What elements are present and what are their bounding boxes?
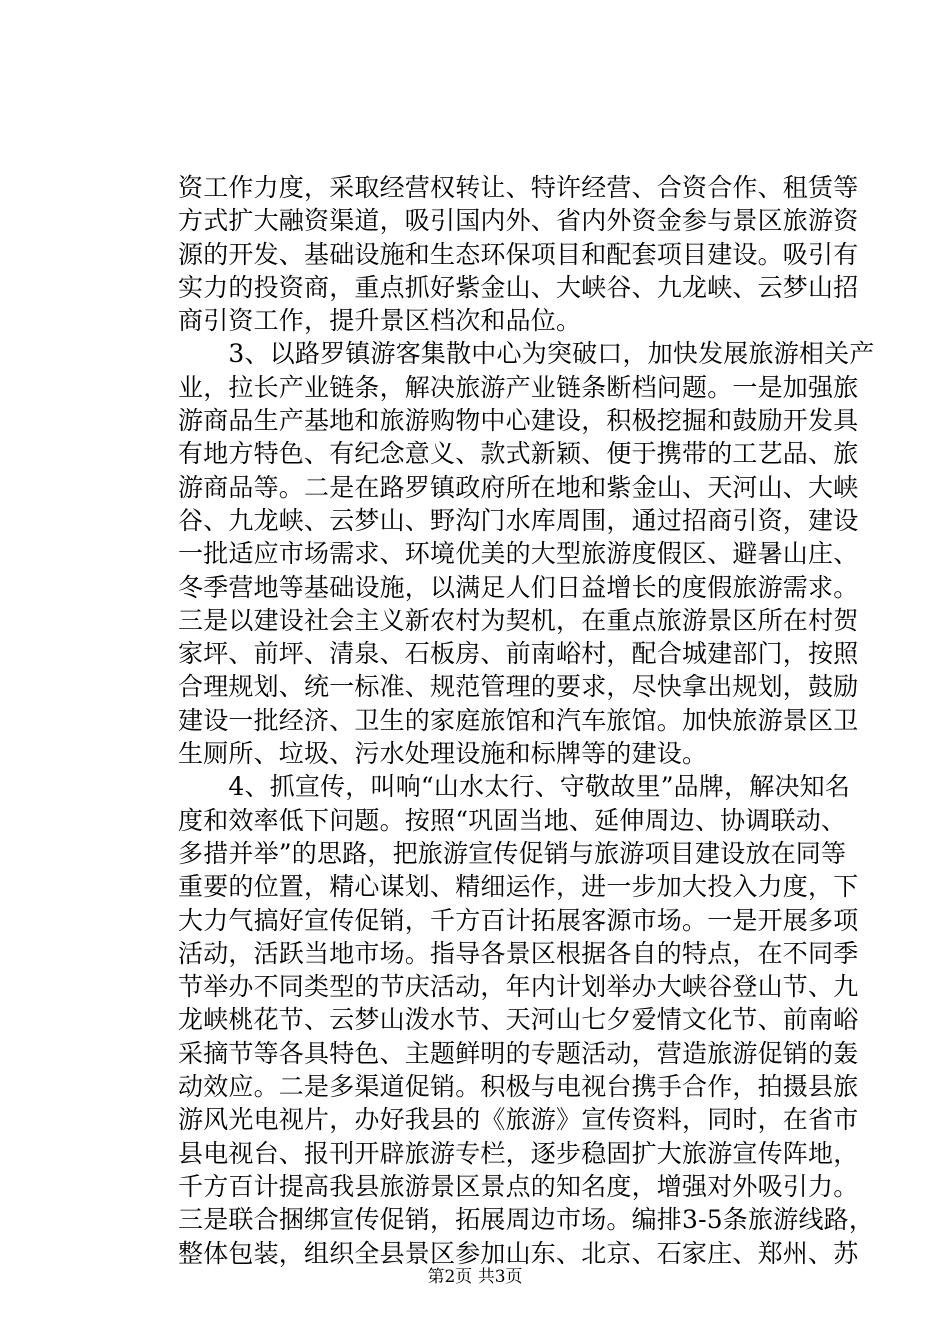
- text-line: 业，拉长产业链条，解决旅游产业链条断档问题。一是加强旅: [178, 372, 859, 402]
- document-body: [178, 171, 875, 1270]
- text-line: 源的开发、基础设施和生态环保项目和配套项目建设。吸引有: [178, 239, 859, 269]
- text-line: 整体包装，组织全县景区参加山东、北京、石家庄、郑州、苏: [178, 1238, 859, 1268]
- text-line: 大力气搞好宣传促销，千方百计拓展客源市场。一是开展多项: [178, 905, 859, 935]
- text-line: 动效应。二是多渠道促销。积极与电视台携手合作，拍摄县旅: [178, 1072, 859, 1102]
- page-footer: 第2页 共3页: [427, 1267, 523, 1287]
- text-line: 度和效率低下问题。按照“巩固当地、延伸周边、协调联动、: [178, 805, 847, 835]
- text-line: 县电视台、报刊开辟旅游专栏，逐步稳固扩大旅游宣传阵地，: [178, 1138, 859, 1168]
- text-line: 一批适应市场需求、环境优美的大型旅游度假区、避暑山庄、: [178, 539, 859, 569]
- text-line: 实力的投资商，重点抓好紫金山、大峡谷、九龙峡、云梦山招: [178, 272, 859, 302]
- text-line: 4、抓宣传，叫响“山水太行、守敬故里”品牌，解决知名: [178, 772, 851, 802]
- text-line: 建设一批经济、卫生的家庭旅馆和汽车旅馆。加快旅游景区卫: [178, 705, 859, 735]
- text-line: 千方百计提高我县旅游景区景点的知名度，增强对外吸引力。: [178, 1171, 859, 1201]
- text-line: 采摘节等各具特色、主题鲜明的专题活动，营造旅游促销的轰: [178, 1038, 859, 1068]
- text-line: 节举办不同类型的节庆活动，年内计划举办大峡谷登山节、九: [178, 972, 859, 1002]
- text-line: 多措并举”的思路，把旅游宣传促销与旅游项目建设放在同等: [178, 838, 847, 868]
- text-line: 商引资工作，提升景区档次和品位。: [178, 306, 582, 336]
- text-line: 资工作力度，采取经营权转让、特许经营、合资合作、租赁等: [178, 173, 859, 202]
- text-line: 生厕所、垃圾、污水处理设施和标牌等的建设。: [178, 739, 708, 769]
- text-line: 有地方特色、有纪念意义、款式新颖、便于携带的工艺品、旅: [178, 439, 859, 469]
- text-line: 重要的位置，精心谋划、精细运作，进一步加大投入力度，下: [178, 872, 859, 902]
- text-line: 3、以路罗镇游客集散中心为突破口，加快发展旅游相关产: [178, 339, 875, 369]
- text-line: 游商品生产基地和旅游购物中心建设，积极挖掘和鼓励开发具: [178, 406, 859, 436]
- text-line: 游风光电视片，办好我县的《旅游》宣传资料，同时，在省市: [178, 1105, 859, 1135]
- text-line: 合理规划、统一标准、规范管理的要求，尽快拿出规划，鼓励: [178, 672, 859, 702]
- text-line: 方式扩大融资渠道，吸引国内外、省内外资金参与景区旅游资: [178, 206, 859, 236]
- text-line: 三是以建设社会主义新农村为契机，在重点旅游景区所在村贺: [178, 605, 859, 635]
- text-line: 三是联合捆绑宣传促销，拓展周边市场。编排3-5条旅游线路，: [178, 1205, 875, 1235]
- text-line: 游商品等。二是在路罗镇政府所在地和紫金山、天河山、大峡: [178, 472, 859, 502]
- text-line: 冬季营地等基础设施，以满足人们日益增长的度假旅游需求。: [178, 572, 859, 602]
- text-line: 龙峡桃花节、云梦山泼水节、天河山七夕爱情文化节、前南峪: [178, 1005, 859, 1035]
- text-line: 家坪、前坪、清泉、石板房、前南峪村，配合城建部门，按照: [178, 639, 859, 669]
- text-line: 谷、九龙峡、云梦山、野沟门水库周围，通过招商引资，建设: [178, 505, 859, 535]
- text-line: 活动，活跃当地市场。指导各景区根据各自的特点，在不同季: [178, 938, 859, 968]
